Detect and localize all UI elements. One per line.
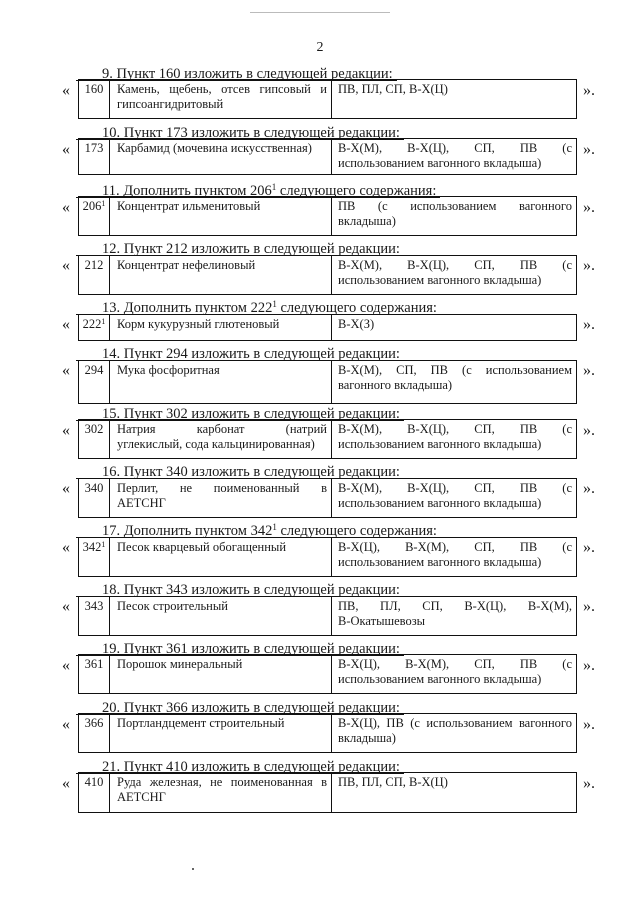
item-table [78, 314, 577, 341]
item-number: $222^1$ [79, 315, 110, 340]
section-heading: 14. Пункт 294 изложить в следующей редакции: [102, 346, 400, 362]
quote-close: ». [583, 539, 595, 556]
item-number: $206^1$ [79, 197, 110, 235]
quote-open: « [62, 141, 70, 158]
quote-close: ». [583, 257, 595, 274]
item-table [78, 419, 577, 459]
scan-speck [192, 868, 194, 870]
quote-close: ». [583, 716, 595, 733]
cargo-name: Корм кукурузный глютеновый [110, 315, 332, 340]
wagon-types: В-Х(Ц), В-Х(М), СП, ПВ (с использованием вагонного вкладыша) [338, 540, 572, 569]
item-number: 302 [79, 420, 110, 458]
wagon-types: В-Х(Ц), В-Х(М), СП, ПВ (с использованием вагонного вкладыша) [338, 657, 572, 686]
wagon-types: ПВ, ПЛ, СП, В-Х(Ц) [338, 775, 448, 789]
item-number: 361 [79, 655, 110, 693]
wagon-types: ПВ, ПЛ, СП, В-Х(Ц) [338, 82, 448, 96]
item-table [78, 360, 577, 404]
quote-close: ». [583, 82, 595, 99]
cargo-name: Песок кварцевый обогащенный [110, 538, 332, 576]
cargo-name: Портландцемент строительный [110, 714, 332, 752]
item-table [78, 772, 577, 813]
cargo-name: Мука фосфоритная [110, 361, 332, 403]
quote-open: « [62, 598, 70, 615]
quote-open: « [62, 316, 70, 333]
cargo-name: Руда железная, не поименованная в АЕТСНГ [110, 773, 332, 812]
item-table [78, 478, 577, 518]
page-number: 2 [316, 40, 324, 55]
section-heading: 18. Пункт 343 изложить в следующей редакции: [102, 582, 400, 598]
wagon-types: В-Х(М), СП, ПВ (с использованием вагонного вкладыша) [338, 363, 572, 392]
item-number: 173 [79, 139, 110, 174]
cargo-name: Натрия карбонат (натрий углекислый, сода кальцинированная) [110, 420, 332, 458]
quote-open: « [62, 82, 70, 99]
quote-open: « [62, 775, 70, 792]
section-heading: 16. Пункт 340 изложить в следующей редакции: [102, 464, 400, 480]
item-number: $342^1$ [79, 538, 110, 576]
quote-open: « [62, 422, 70, 439]
quote-open: « [62, 657, 70, 674]
item-number: 160 [79, 80, 110, 118]
quote-open: « [62, 539, 70, 556]
wagon-types: В-Х(М), В-Х(Ц), СП, ПВ (с использованием вагонного вкладыша) [338, 481, 572, 510]
wagon-types: В-Х(М), В-Х(Ц), СП, ПВ (с использованием вагонного вкладыша) [338, 141, 572, 170]
item-number: 294 [79, 361, 110, 403]
wagon-types: В-Х(М), В-Х(Ц), СП, ПВ (с использованием вагонного вкладыша) [338, 258, 572, 287]
quote-open: « [62, 716, 70, 733]
scan-edge-line [250, 12, 390, 13]
quote-open: « [62, 480, 70, 497]
item-table [78, 196, 577, 236]
quote-close: ». [583, 362, 595, 379]
section-heading: 12. Пункт 212 изложить в следующей редакции: [102, 241, 400, 257]
item-number: 212 [79, 256, 110, 294]
item-table [78, 537, 577, 577]
wagon-types: В-Х(М), В-Х(Ц), СП, ПВ (с использованием вагонного вкладыша) [338, 422, 572, 451]
section-heading: 17. Дополнить пунктом $342^1$ следующего содержания: [102, 523, 437, 539]
wagon-types: В-Х(З) [338, 317, 375, 331]
item-table [78, 654, 577, 694]
cargo-name: Концентрат ильменитовый [110, 197, 332, 235]
quote-close: ». [583, 775, 595, 792]
item-table [78, 79, 577, 119]
quote-open: « [62, 199, 70, 216]
quote-close: ». [583, 199, 595, 216]
quote-open: « [62, 362, 70, 379]
wagon-types: ПВ (с использованием вагонного вкладыша) [338, 199, 572, 228]
quote-close: ». [583, 480, 595, 497]
item-number: 366 [79, 714, 110, 752]
wagon-types: ПВ, ПЛ, СП, В-Х(Ц), В-Х(М), В-Окатышевозы [338, 599, 572, 628]
wagon-types: В-Х(Ц), ПВ (с использованием вагонного вкладыша) [338, 716, 572, 745]
section-heading: 10. Пункт 173 изложить в следующей редакции: [102, 125, 400, 141]
section-heading: 15. Пункт 302 изложить в следующей редакции: [102, 406, 400, 422]
quote-close: ». [583, 598, 595, 615]
item-table [78, 596, 577, 636]
item-table [78, 138, 577, 175]
item-number: 340 [79, 479, 110, 517]
cargo-name: Карбамид (мочевина искусственная) [110, 139, 332, 174]
item-table [78, 713, 577, 753]
section-heading: 21. Пункт 410 изложить в следующей редакции: [102, 759, 400, 775]
quote-open: « [62, 257, 70, 274]
section-heading: 11. Дополнить пунктом $206^1$ следующего содержания: [102, 183, 436, 199]
section-heading: 19. Пункт 361 изложить в следующей редакции: [102, 641, 400, 657]
item-number: 410 [79, 773, 110, 812]
cargo-name: Песок строительный [110, 597, 332, 635]
cargo-name: Концентрат нефелиновый [110, 256, 332, 294]
quote-close: ». [583, 422, 595, 439]
cargo-name: Камень, щебень, отсев гипсовый и гипсоангидритовый [110, 80, 332, 118]
cargo-name: Перлит, не поименованный в АЕТСНГ [110, 479, 332, 517]
item-table [78, 255, 577, 295]
section-heading: 20. Пункт 366 изложить в следующей редакции: [102, 700, 400, 716]
quote-close: ». [583, 657, 595, 674]
item-number: 343 [79, 597, 110, 635]
section-heading: 13. Дополнить пунктом $222^1$ следующего содержания: [102, 300, 437, 316]
cargo-name: Порошок минеральный [110, 655, 332, 693]
section-heading: 9. Пункт 160 изложить в следующей редакции: [102, 66, 393, 82]
quote-close: ». [583, 141, 595, 158]
quote-close: ». [583, 316, 595, 333]
